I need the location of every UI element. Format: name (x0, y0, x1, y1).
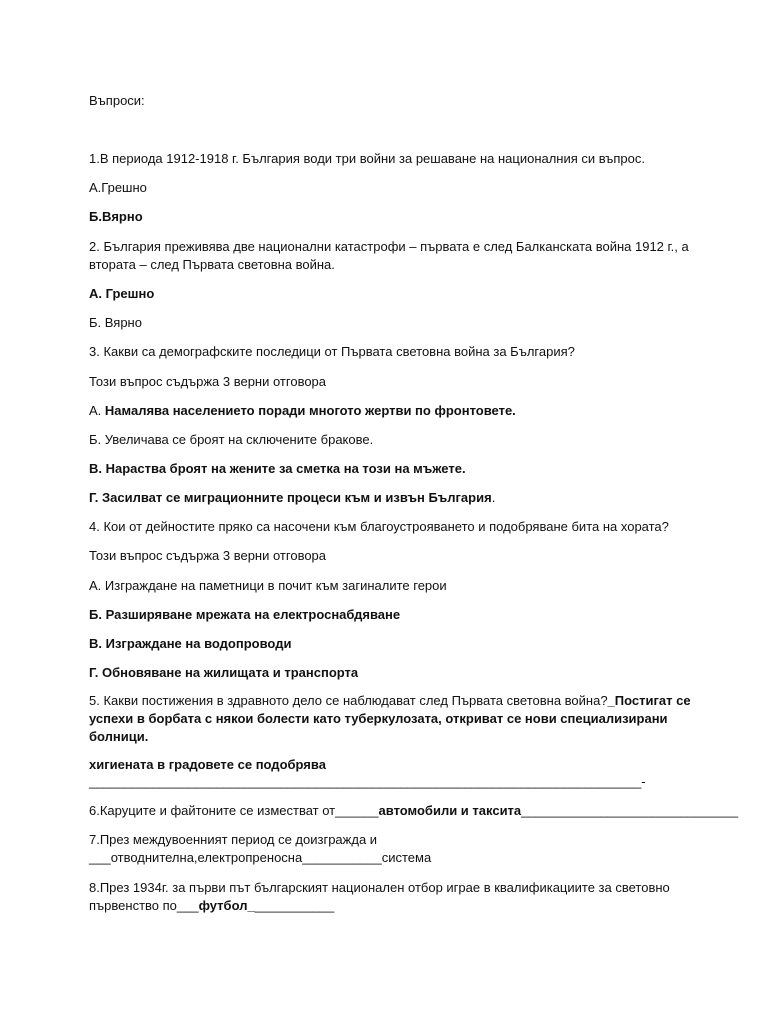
question-6-answer: автомобили и таксита (378, 803, 522, 818)
question-3-text: 3. Какви са демографските последици от Първата световна война за България? (89, 344, 575, 359)
question-3-option-c: В. Нараства броят на жените за сметка на този на мъжете. (89, 461, 466, 476)
question-6-prefix: 6.Каруците и файтоните се изместват от______ (89, 803, 379, 818)
question-3-option-a (89, 402, 689, 420)
question-3-note: Този въпрос съдържа 3 верни отговора (89, 374, 327, 389)
question-3-option-d (89, 489, 689, 507)
question-8-line-1: 8.През 1934г. за първи път българският национален отбор играе в квалификациите за световно (89, 880, 670, 895)
question-7-line-1: 7.През междувоенният период се доизгражда и (89, 832, 378, 847)
question-1-text: 1.В периода 1912-1918 г. България води три войни за решаване на националния си въпрос. (89, 151, 645, 166)
question-8-suffix: ___________ (254, 898, 335, 913)
question-4-text: 4. Кои от дейностите пряко са насочени към благоустрояването и подобряване бита на хората? (89, 519, 669, 534)
question-5-text: 5. Какви постижения в здравното дело се наблюдават след Първата световна война? (89, 693, 608, 708)
question-5-line-1 (89, 692, 689, 710)
question-8-prefix: първенство по___ (89, 898, 199, 913)
question-3-option-a-text: Намалява населението поради многото жертви по фронтовете. (104, 403, 516, 418)
question-4-option-c: В. Изграждане на водопроводи (89, 636, 292, 651)
question-4-option-a: А. Изграждане на паметници в почит към загиналите герои (89, 578, 447, 593)
question-2-option-b: Б. Вярно (89, 315, 142, 330)
question-2-option-a: А. Грешно (89, 286, 155, 301)
question-1-option-b: Б.Вярно (89, 209, 143, 224)
question-7-line-2: ___отводнителна,електропреносна___________система (89, 850, 432, 865)
heading: Въпроси: (89, 93, 145, 108)
question-8-answer: футбол_ (198, 898, 255, 913)
question-4-note: Този въпрос съдържа 3 верни отговора (89, 548, 327, 563)
question-5-answer-line-2: успехи в борбата с някои болести като туберкулозата, откриват се нови специализирани (89, 711, 668, 726)
question-1-option-a: А.Грешно (89, 180, 147, 195)
question-2-line-1: 2. България преживява две национални катастрофи – първата е след Балканската война 1912 г., а (89, 239, 689, 254)
question-3-option-d-text: Г. Засилват се миграционните процеси към и извън България (89, 490, 492, 505)
question-8-line-2 (89, 897, 689, 915)
question-4-option-b: Б. Разширяване мрежата на електроснабдяване (89, 607, 401, 622)
question-5-answer-start: _Постигат се (607, 693, 691, 708)
question-4-option-d: Г. Обновяване на жилищата и транспорта (89, 665, 359, 680)
question-3-option-a-prefix: А. (89, 403, 105, 418)
question-5-answer-line-4: хигиената в градовете се подобрява (89, 757, 326, 772)
question-5-answer-line-3: болници. (89, 729, 149, 744)
question-2-line-2: втората – след Първата световна война. (89, 257, 335, 272)
question-3-option-d-suffix: . (491, 490, 496, 505)
question-5-answer-blank: ______________________________________________________________________________- (89, 774, 646, 789)
question-3-option-b: Б. Увеличава се броят на сключените бракове. (89, 432, 374, 447)
question-6-line (89, 802, 739, 820)
question-6-suffix: ______________________________ (521, 803, 739, 818)
